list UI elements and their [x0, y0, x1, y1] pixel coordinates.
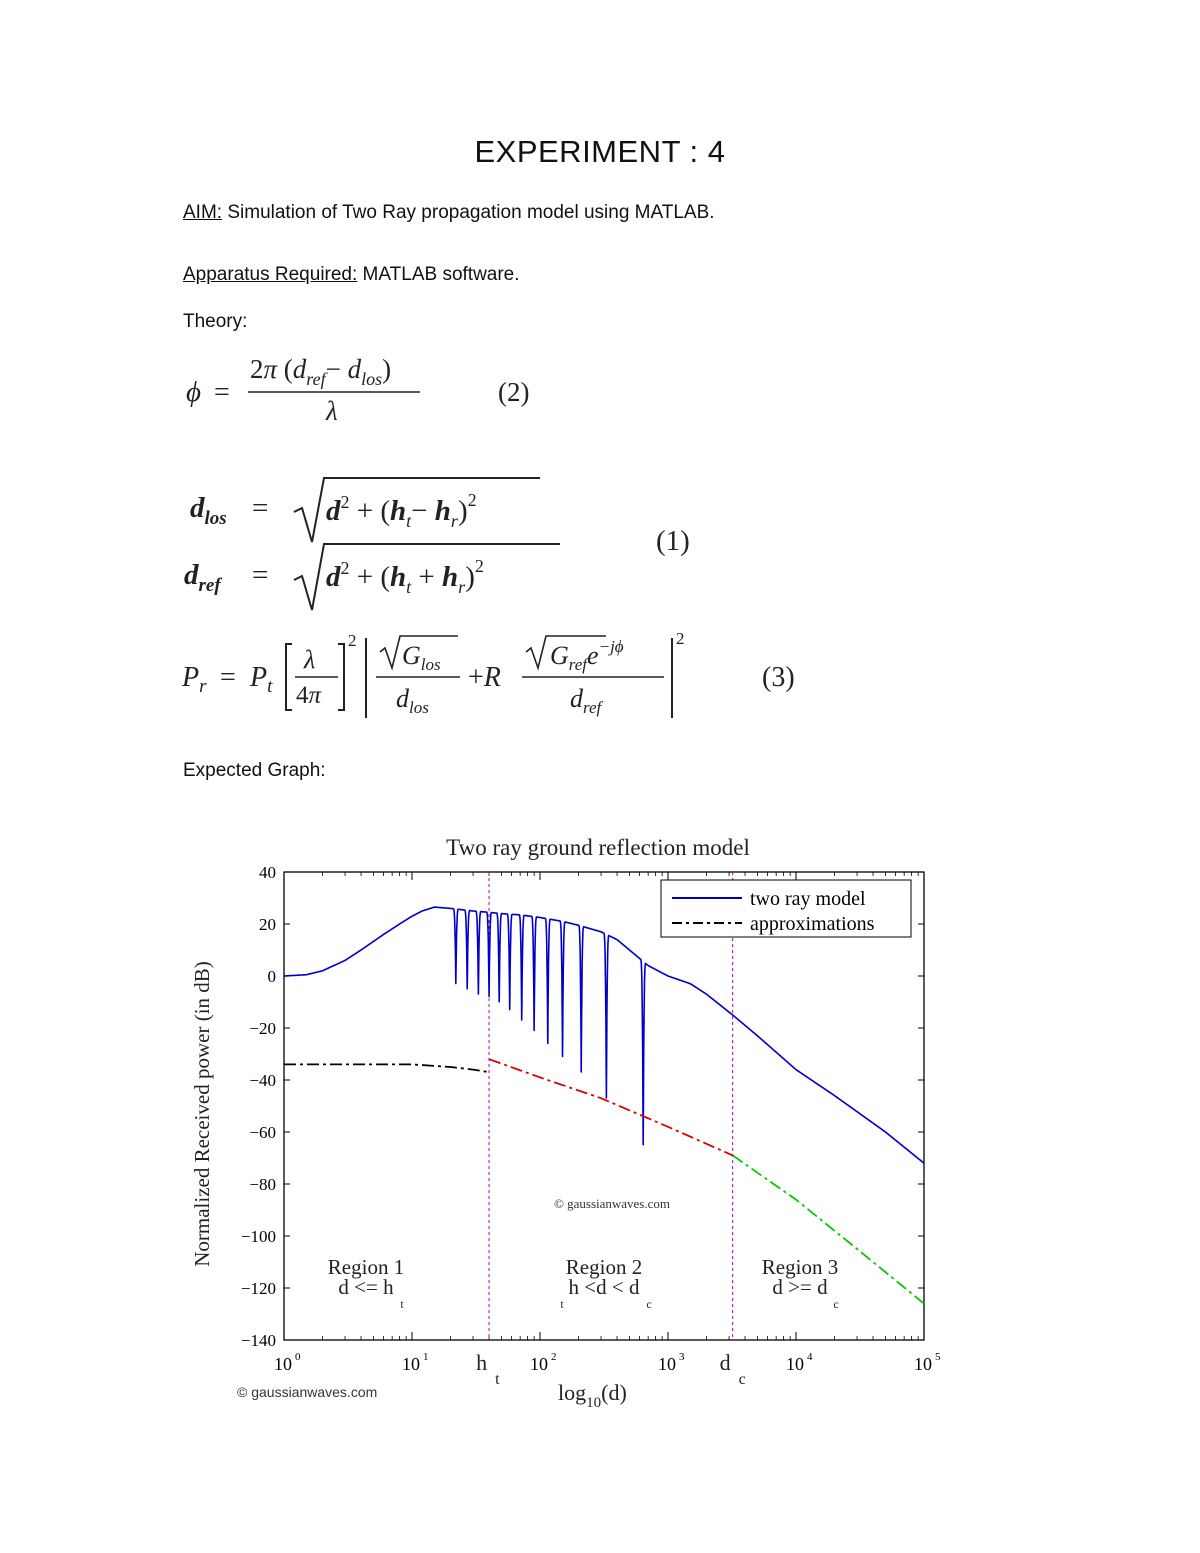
- y-tick-label: −100: [240, 1227, 276, 1246]
- two-ray-null-point: [455, 983, 456, 984]
- eq-number-2: (2): [498, 377, 530, 407]
- svg-text:λ: λ: [304, 645, 316, 674]
- y-axis-label: Normalized Received power (in dB): [190, 961, 214, 1267]
- x-tick-exponent: 0: [295, 1351, 301, 1363]
- two-ray-null-point: [478, 994, 479, 995]
- aim-text: Simulation of Two Ray propagation model using MATLAB.: [222, 202, 715, 223]
- svg-text:Glos: $G_{los}$: [402, 641, 441, 674]
- marker-label: d: [719, 1350, 731, 1375]
- svg-text:Pr: $P_r$: [182, 662, 207, 697]
- svg-text:d2 + (ht + hr)2: $d^2 + (h_t + h_r)^2$: [326, 556, 484, 597]
- region-2-subscript: c: [646, 1297, 652, 1311]
- two-ray-null-point: [467, 988, 468, 989]
- x-tick-exponent: 2: [551, 1351, 557, 1363]
- svg-text:2: 2: [348, 631, 357, 650]
- marker-label: h: [476, 1350, 488, 1375]
- svg-text:dlos: $d_{los}$: [396, 684, 429, 717]
- marker-sub: c: [738, 1371, 746, 1388]
- svg-text:=: =: [252, 559, 269, 591]
- svg-text:4π: 4π: [296, 682, 322, 709]
- region-3-condition: d >= d: [772, 1275, 828, 1299]
- legend-entry-two-ray: two ray model: [750, 888, 866, 910]
- approximation-segment-2: [489, 1059, 733, 1155]
- svg-text:dref: $d_{ref}$: [184, 559, 221, 596]
- two-ray-null-point: [581, 1072, 582, 1073]
- apparatus-line: [183, 264, 520, 286]
- svg-text:2π (dref− dlos): 2π $(d_{ref}- d_{los})$: [250, 354, 392, 389]
- y-tick-label: −60: [249, 1123, 276, 1142]
- region-1-title: Region 1: [327, 1255, 405, 1279]
- svg-text:+R: +R: [468, 662, 501, 693]
- svg-text:=: =: [214, 377, 230, 408]
- x-axis-label: $\log_{10}(d)$: [558, 1380, 627, 1411]
- svg-text:d2 + (ht− hr)2: $d^2 + (h_t- h_r)^2$: [326, 490, 477, 531]
- region-2: [560, 1255, 651, 1311]
- aim-line: [183, 202, 715, 224]
- y-tick-label: 20: [259, 915, 276, 934]
- two-ray-null-point: [534, 1030, 535, 1031]
- legend-entry-approx: approximations: [750, 913, 875, 935]
- y-tick-label: −80: [249, 1175, 276, 1194]
- aim-label: AIM:: [183, 202, 223, 223]
- page-title: EXPERIMENT : 4: [474, 134, 726, 169]
- x-tick-label: 10: [274, 1354, 292, 1374]
- x-tick-exponent: 5: [935, 1351, 941, 1363]
- two-ray-null-point: [521, 1020, 522, 1021]
- region-3-subscript: c: [833, 1297, 839, 1311]
- x-tick-exponent: 1: [423, 1351, 429, 1363]
- chart-watermark: © gaussianwaves.com: [553, 1196, 671, 1211]
- y-tick-label: −120: [240, 1279, 276, 1298]
- x-tick-label: 10: [402, 1354, 420, 1374]
- svg-text:=: =: [252, 492, 269, 524]
- region-1-condition: d <= h: [338, 1275, 394, 1299]
- equations: [0, 340, 1200, 740]
- svg-text:λ: λ: [326, 396, 338, 426]
- region-3-title: Region 3: [761, 1255, 839, 1279]
- x-tick-label: 10: [658, 1354, 676, 1374]
- equation-distances: [184, 478, 690, 610]
- svg-text:=: =: [220, 662, 236, 693]
- region-3: [762, 1255, 839, 1311]
- eq-number-3: (3): [762, 662, 795, 693]
- approximation-segment-3: [733, 1155, 924, 1303]
- y-tick-label: 40: [259, 863, 276, 882]
- two-ray-null-point: [547, 1043, 548, 1044]
- marker-sub: t: [495, 1371, 500, 1388]
- eq-number-1: (1): [656, 525, 690, 557]
- theory-label: Theory:: [183, 311, 248, 332]
- two-ray-null-point: [509, 1009, 510, 1010]
- two-ray-chart: [0, 820, 1200, 1420]
- svg-text:dref: $d_{ref}$: [570, 684, 602, 717]
- chart-legend: [661, 880, 911, 937]
- approximation-segment-1: [284, 1064, 489, 1072]
- x-tick-label: 10: [914, 1354, 932, 1374]
- chart-title: Two ray ground reflection model: [446, 835, 750, 860]
- y-tick-label: 0: [267, 967, 276, 986]
- chart-footer-credit: © gaussianwaves.com: [237, 1384, 378, 1400]
- region-1: [328, 1255, 405, 1311]
- series-two-ray-model: [284, 907, 924, 1163]
- svg-text:dlos: $d_{los}$: [190, 492, 227, 529]
- region-2-condition: h <d < d: [568, 1275, 640, 1299]
- y-tick-label: −40: [249, 1071, 276, 1090]
- two-ray-null-point: [499, 1001, 500, 1002]
- two-ray-null-point: [488, 996, 489, 997]
- svg-text:ϕ: ϕ: [186, 376, 202, 408]
- x-tick-exponent: 3: [679, 1351, 685, 1363]
- x-tick-label: 10: [786, 1354, 804, 1374]
- x-tick-label: 10: [530, 1354, 548, 1374]
- apparatus-label: Apparatus Required:: [183, 264, 358, 285]
- svg-text:2: 2: [676, 629, 685, 648]
- region-2-subscript: t: [560, 1297, 564, 1311]
- region-2-title: Region 2: [565, 1255, 643, 1279]
- equation-phase: [186, 354, 529, 426]
- two-ray-null-point: [606, 1098, 607, 1099]
- y-tick-label: −140: [240, 1331, 276, 1350]
- x-tick-exponent: 4: [807, 1351, 813, 1363]
- two-ray-null-point: [643, 1144, 644, 1145]
- svg-text:Pt: $P_t$: [250, 662, 273, 697]
- y-tick-label: −20: [249, 1019, 276, 1038]
- two-ray-null-point: [562, 1056, 563, 1057]
- expected-graph-label: Expected Graph:: [183, 760, 326, 781]
- equation-received-power: [181, 629, 795, 718]
- apparatus-text: MATLAB software.: [357, 264, 520, 285]
- region-1-subscript: t: [400, 1297, 404, 1311]
- svg-text:Grefe−jϕ: $G_{ref}e^{-j\phi}$: [550, 637, 624, 674]
